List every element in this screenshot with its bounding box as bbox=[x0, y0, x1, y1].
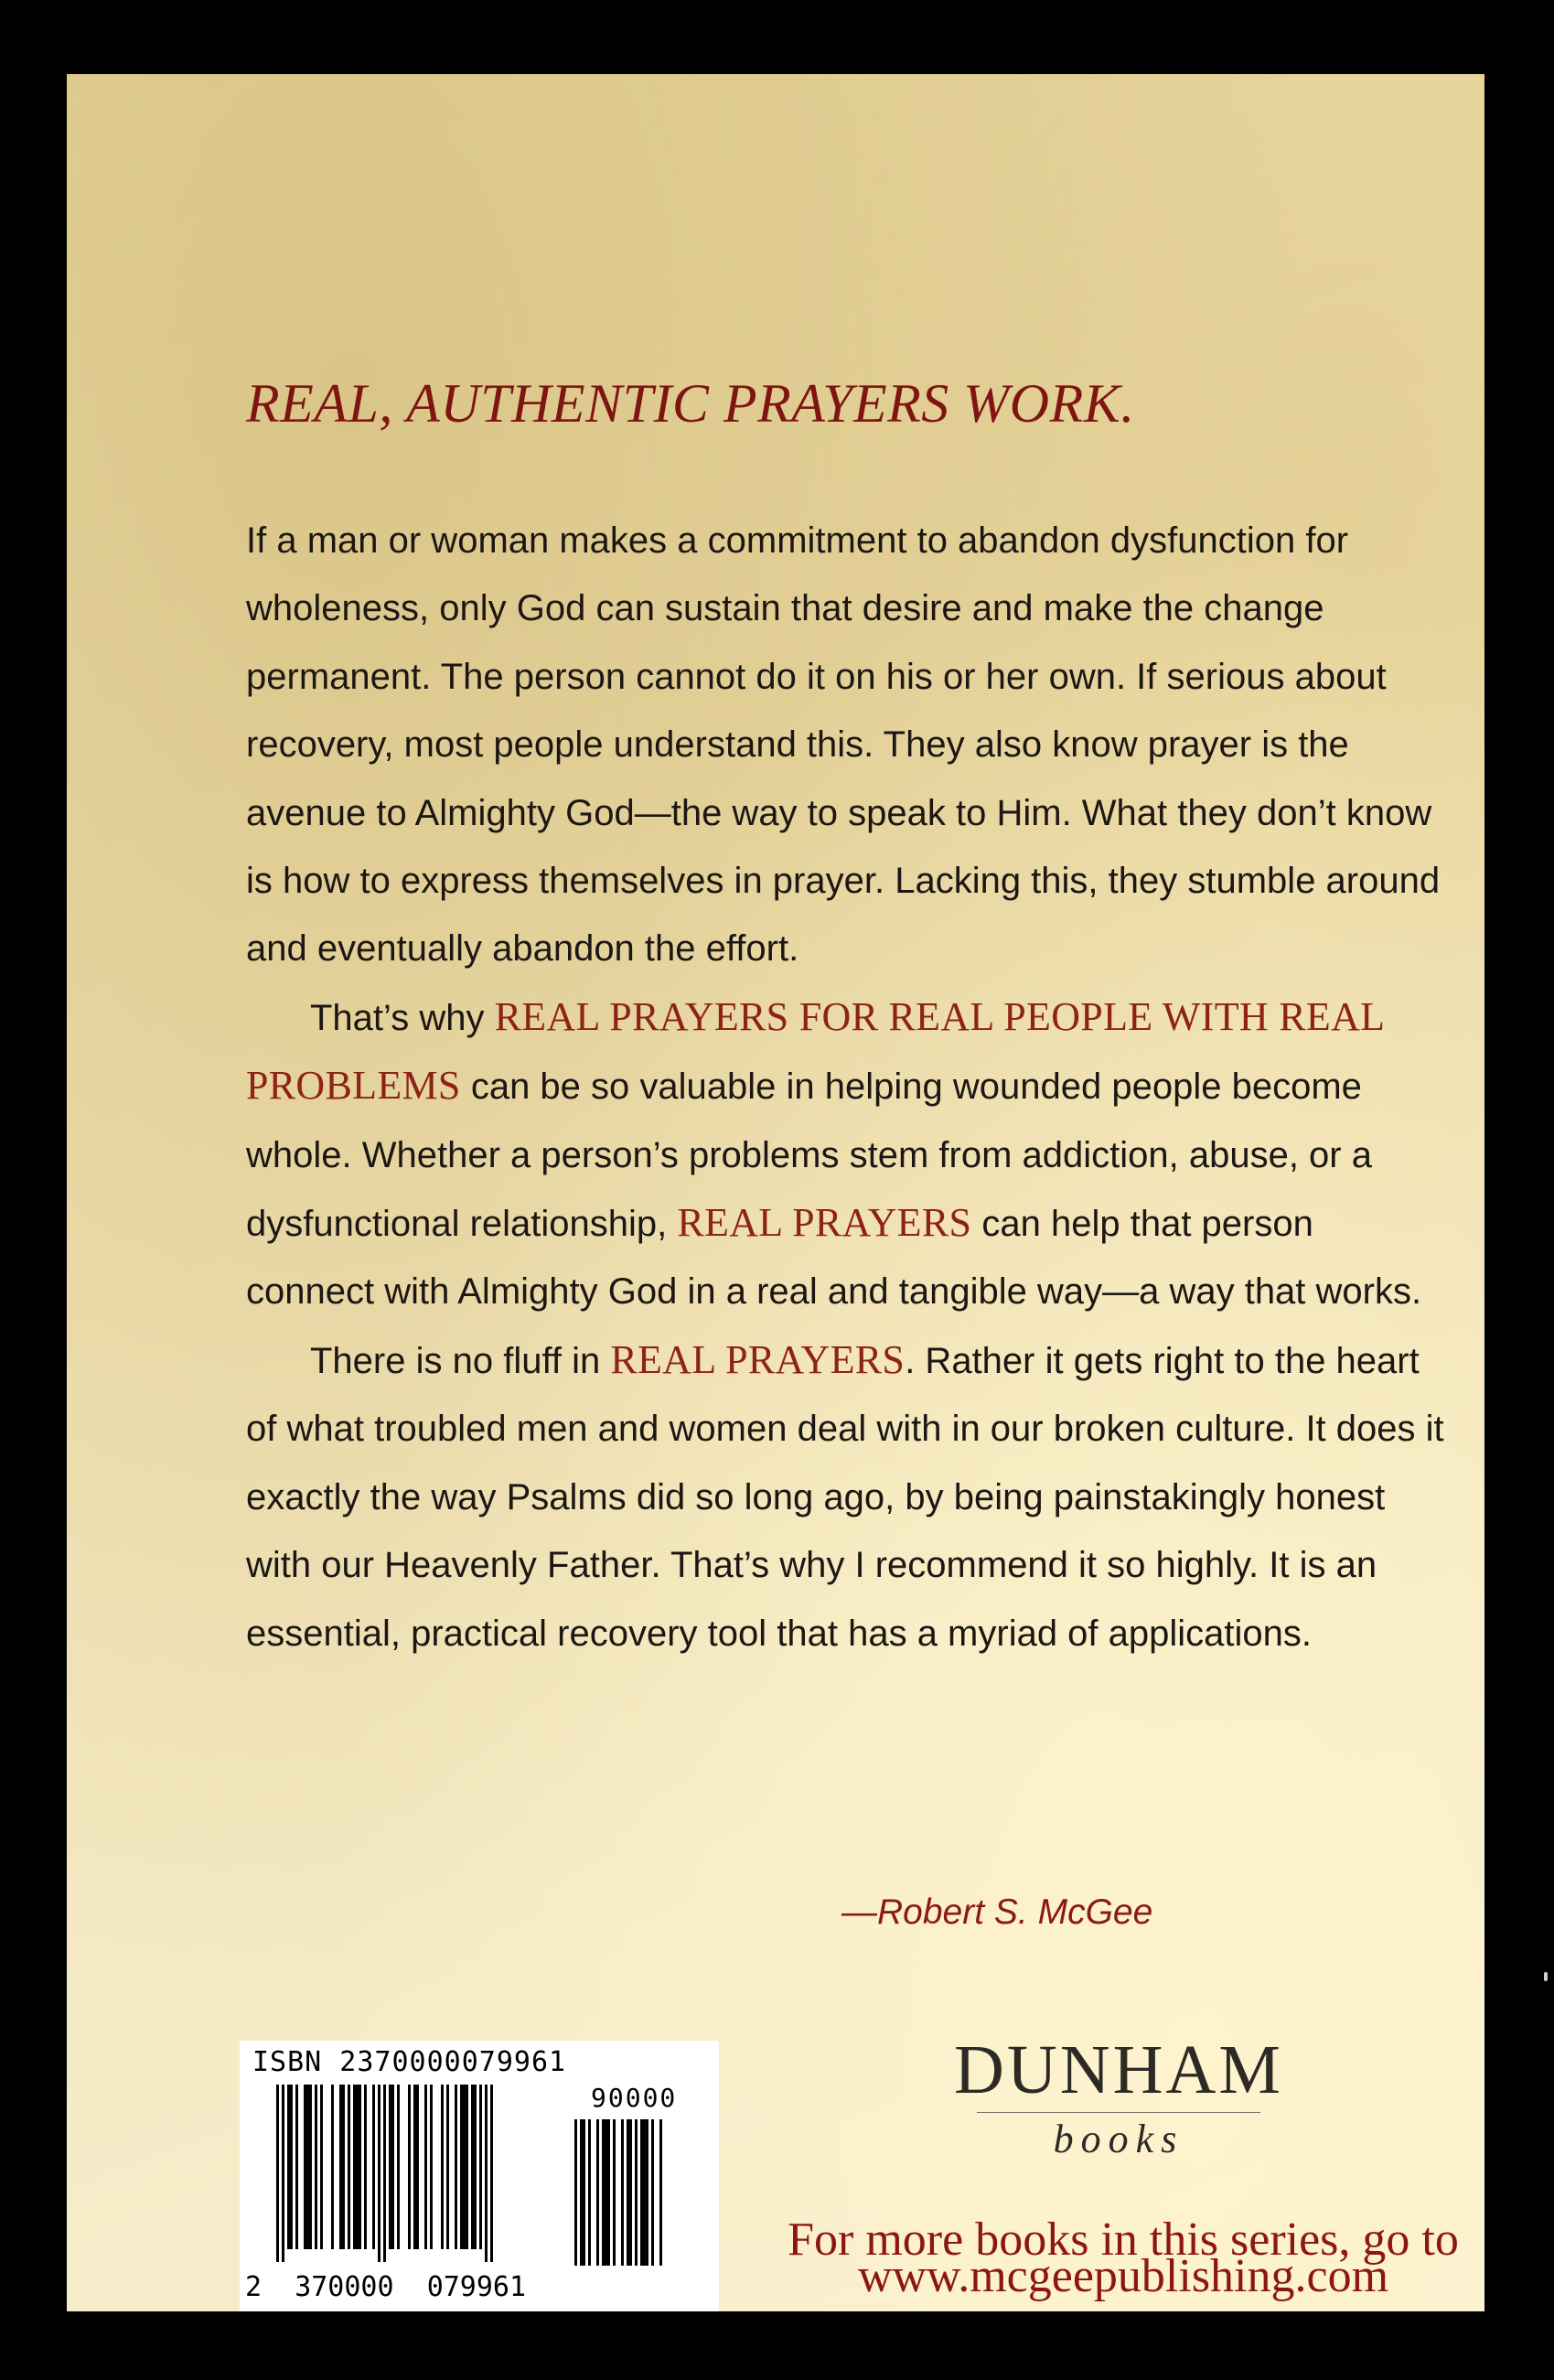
edge-mark bbox=[1544, 1972, 1548, 1981]
barcode-bar bbox=[304, 2085, 312, 2249]
barcode-bar bbox=[479, 2085, 482, 2249]
addon-barcode-bars bbox=[574, 2119, 693, 2267]
barcode-bar bbox=[640, 2119, 648, 2266]
paragraph-2 bbox=[246, 983, 1444, 1326]
isbn-label: ISBN 2370000079961 bbox=[252, 2046, 567, 2078]
barcode-bar bbox=[430, 2085, 433, 2249]
barcode-bars bbox=[276, 2085, 551, 2267]
paragraph-2-end: can help that person connect with Almighty God in a real and tangible way—a way that works. bbox=[246, 1204, 1422, 1313]
paragraph-3 bbox=[246, 1326, 1444, 1667]
barcode-bar bbox=[413, 2085, 419, 2249]
barcode-bar bbox=[408, 2085, 411, 2249]
barcode-bar bbox=[315, 2085, 317, 2249]
barcode-bar bbox=[397, 2085, 400, 2249]
barcode-number-left: 370000 bbox=[295, 2271, 394, 2303]
book-back-cover bbox=[67, 74, 1484, 2311]
barcode-bar bbox=[378, 2085, 380, 2262]
barcode-bar bbox=[295, 2085, 298, 2249]
barcode-bar bbox=[588, 2119, 591, 2266]
endorsement-text bbox=[246, 507, 1444, 1667]
barcode-number-right: 079961 bbox=[426, 2271, 527, 2303]
barcode-bar bbox=[339, 2085, 345, 2249]
isbn-barcode bbox=[240, 2041, 719, 2311]
barcode-bar bbox=[320, 2085, 323, 2249]
barcode-bar bbox=[596, 2119, 599, 2266]
barcode-bar bbox=[389, 2085, 394, 2249]
barcode-bar bbox=[331, 2085, 334, 2249]
barcode-bar bbox=[651, 2119, 654, 2266]
barcode-bar bbox=[621, 2119, 624, 2266]
barcode-bar bbox=[348, 2085, 350, 2249]
promo-url: www.mcgeepublishing.com bbox=[857, 2250, 1389, 2302]
barcode-bar bbox=[372, 2085, 375, 2249]
barcode-bar bbox=[659, 2119, 662, 2266]
book-title-reference: REAL PRAYERS FOR REAL PEOPLE WITH REAL PROBLEMS bbox=[246, 993, 1384, 1109]
paragraph-3-lead: There is no fluff in bbox=[310, 1340, 611, 1381]
publisher-logo bbox=[931, 2032, 1306, 2160]
promo-line-1: For more books in this series, go to bbox=[788, 2214, 1459, 2266]
barcode-bar bbox=[446, 2085, 449, 2249]
barcode-bar bbox=[353, 2085, 361, 2249]
barcode-bar bbox=[613, 2119, 616, 2266]
barcode-bar bbox=[282, 2085, 284, 2262]
barcode-bar bbox=[627, 2119, 632, 2266]
barcode-bar bbox=[602, 2119, 610, 2266]
barcode-bar bbox=[424, 2085, 427, 2249]
publisher-subtitle: books bbox=[1053, 2117, 1184, 2161]
paragraph-2-middle: can be so valuable in helping wounded people become whole. Whether a person’s problems stem from addiction, abuse, or a dysfunctional relationship, bbox=[246, 1067, 1372, 1245]
barcode-bar bbox=[635, 2119, 638, 2266]
publisher-name: DUNHAM bbox=[954, 2032, 1283, 2108]
barcode-bar bbox=[460, 2085, 468, 2249]
barcode-bar bbox=[364, 2085, 367, 2249]
barcode-bar bbox=[580, 2119, 585, 2266]
barcode-bar bbox=[287, 2085, 293, 2249]
barcode-number-lead: 2 bbox=[245, 2271, 263, 2303]
price-code: 90000 bbox=[591, 2083, 678, 2113]
barcode-bar bbox=[471, 2085, 477, 2249]
book-title-short-reference: REAL PRAYERS bbox=[677, 1200, 972, 1246]
barcode-bar bbox=[490, 2085, 493, 2262]
barcode-bar bbox=[574, 2119, 577, 2266]
barcode-number bbox=[245, 2271, 721, 2303]
barcode-bar bbox=[455, 2085, 457, 2249]
book-title-short-reference-2: REAL PRAYERS bbox=[610, 1336, 906, 1382]
paragraph-2-lead: That’s why bbox=[310, 997, 495, 1038]
barcode-bar bbox=[441, 2085, 444, 2249]
headline: REAL, AUTHENTIC PRAYERS WORK. bbox=[246, 373, 1135, 434]
barcode-bar bbox=[276, 2085, 279, 2262]
endorsement-attribution: —Robert S. McGee bbox=[841, 1892, 1153, 1932]
barcode-bar bbox=[383, 2085, 386, 2262]
series-promo bbox=[744, 2214, 1484, 2302]
paragraph-3-rest: . Rather it gets right to the heart of what troubled men and women deal with in our broken culture. It does it exactly the way Psalms did so long ago, by being painstakingly honest with our Heavenly Father. That’s why I recommend it so highly. It is an essential, practical recovery tool that has a myriad of applications. bbox=[246, 1340, 1444, 1654]
logo-divider bbox=[977, 2112, 1260, 2113]
barcode-bar bbox=[485, 2085, 488, 2262]
paragraph-1: If a man or woman makes a commitment to abandon dysfunction for wholeness, only God can sustain that desire and make the change permanent. The person cannot do it on his or her own. If serious about recovery, most people understand this. They also know prayer is the avenue to Almighty God—the way to speak to Him. What they don’t know is how to express themselves in prayer. Lacking this, they stumble around and eventually abandon the effort. bbox=[246, 520, 1441, 970]
